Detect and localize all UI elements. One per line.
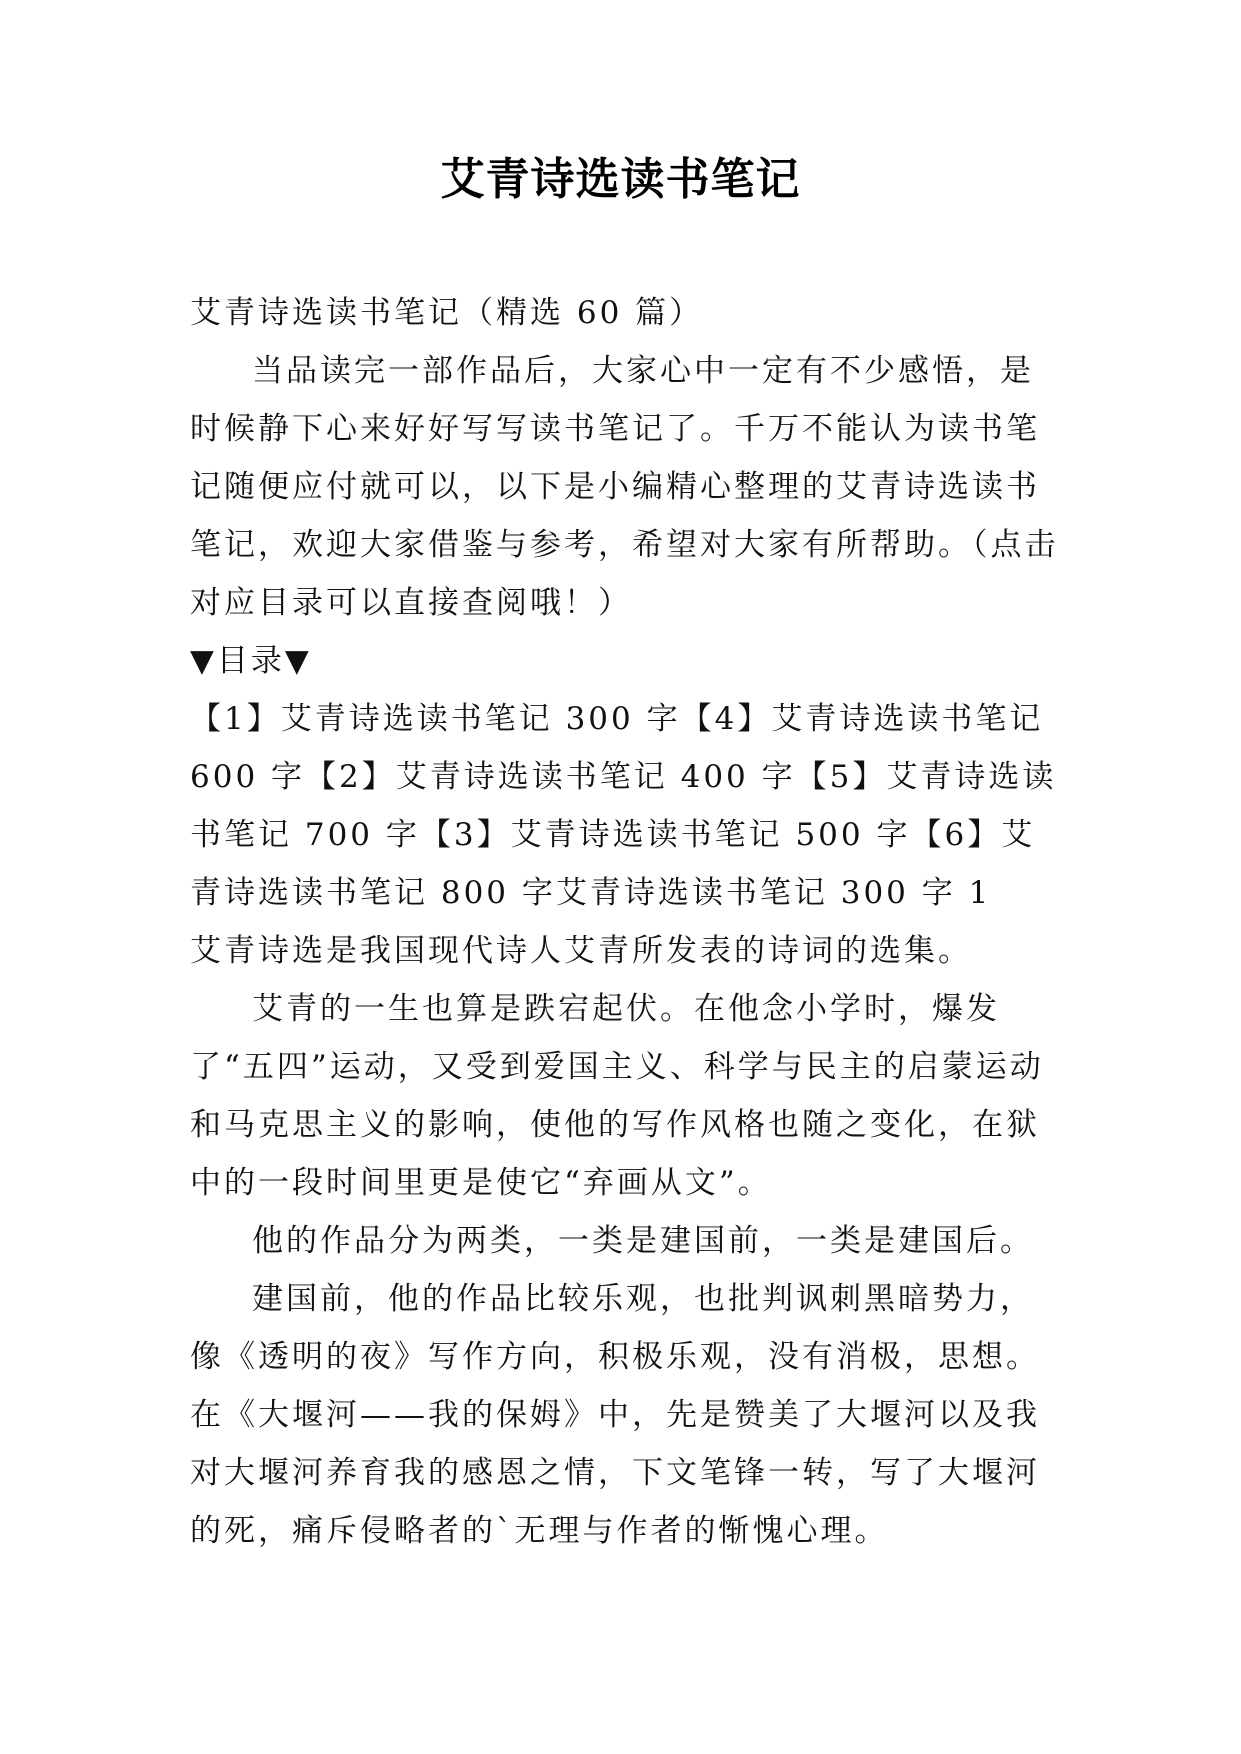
body-paragraph: 他的作品分为两类，一类是建国前，一类是建国后。 <box>252 1223 1034 1259</box>
document-body <box>190 284 1060 1560</box>
body-paragraph: 艾青的一生也算是跌宕起伏。在他念小学时，爆发了“五四”运动，又受到爱国主义、科学与民主的启蒙运动和马克思主义的影响，使他的写作风格也随之变化，在狱中的一段时间里更是使它“弃画从文”。 <box>190 991 1044 1201</box>
subtitle-line: 艾青诗选读书笔记（精选 60 篇） <box>190 295 704 331</box>
table-of-contents-list: 【1】艾青诗选读书笔记 300 字【4】艾青诗选读书笔记 600 字【2】艾青诗选读书笔记 400 字【5】艾青诗选读书笔记 700 字【3】艾青诗选读书笔记 500 字【6】艾青诗选读书笔记 800 字艾青诗选读书笔记 300 字 1 艾青诗选是我国现代诗人艾青所发表的诗词的选集。 <box>190 701 1060 969</box>
document-title: 艾青诗选读书笔记 <box>440 154 801 205</box>
body-paragraph: 建国前，他的作品比较乐观，也批判讽刺黑暗势力，像《透明的夜》写作方向，积极乐观，没有消极，思想。在《大堰河——我的保姆》中，先是赞美了大堰河以及我对大堰河养育我的感恩之情，下文笔锋一转，写了大堰河的死，痛斥侵略者的`无理与作者的惭愧心理。 <box>190 1281 1040 1549</box>
intro-paragraph: 当品读完一部作品后，大家心中一定有不少感悟，是时候静下心来好好写写读书笔记了。千万不能认为读书笔记随便应付就可以，以下是小编精心整理的艾青诗选读书笔记，欢迎大家借鉴与参考，希望对大家有所帮助。（点击对应目录可以直接查阅哦！） <box>190 353 1059 621</box>
table-of-contents-heading: ▼目录▼ <box>190 643 312 679</box>
